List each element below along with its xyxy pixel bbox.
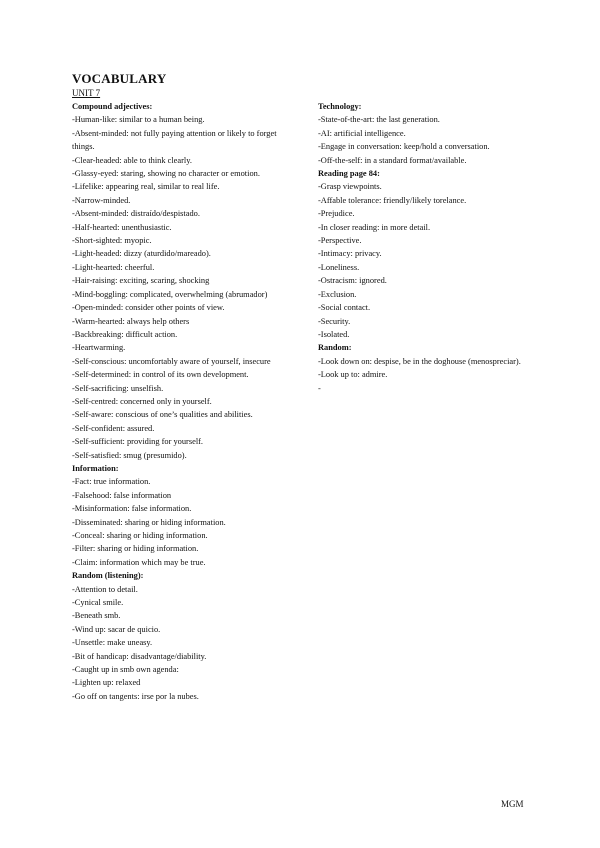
- vocabulary-entry: -Filter: sharing or hiding information.: [72, 544, 199, 554]
- vocabulary-entry: -Go off on tangents: irse por la nubes.: [72, 691, 199, 701]
- vocabulary-entry: -Self-sufficient: providing for yourself.: [72, 437, 204, 447]
- vocabulary-entry: -Disseminated: sharing or hiding information.: [72, 517, 226, 527]
- vocabulary-entry: -Light-headed: dizzy (aturdido/mareado).: [72, 249, 211, 259]
- vocabulary-entry: -Self-satisfied: smug (presumido).: [72, 450, 187, 460]
- vocabulary-entry: -Bit of handicap: disadvantage/diability.: [72, 651, 207, 661]
- vocabulary-entry: -Mind-boggling: complicated, overwhelming (abrumador): [72, 289, 268, 299]
- vocabulary-entry: -Absent-minded: not fully paying attention or likely to forget things.: [72, 128, 277, 152]
- vocabulary-entry: -Self-aware: conscious of one’s qualities and abilities.: [72, 410, 253, 420]
- vocabulary-entry: -Attention to detail.: [72, 584, 138, 594]
- vocabulary-entry: -Glassy-eyed: staring, showing no character or emotion.: [72, 169, 260, 179]
- vocabulary-entry: -Lighten up: relaxed: [72, 678, 141, 688]
- vocabulary-entry: -Look up to: admire.: [318, 370, 388, 380]
- vocabulary-entry: -Wind up: sacar de quicio.: [72, 624, 161, 634]
- vocabulary-entry: -Light-hearted: cheerful.: [72, 262, 155, 272]
- vocabulary-entry: -Off-the-self: in a standard format/available.: [318, 155, 467, 165]
- vocabulary-entry: -Warm-hearted: always help others: [72, 316, 190, 326]
- vocabulary-entry: -Hair-raising: exciting, scaring, shocking: [72, 276, 210, 286]
- vocabulary-entry: -Heartwarming.: [72, 343, 126, 353]
- vocabulary-entry: -Isolated.: [318, 329, 350, 339]
- vocabulary-entry: -Misinformation: false information.: [72, 504, 192, 514]
- vocabulary-entry: -Human-like: similar to a human being.: [72, 115, 205, 125]
- vocabulary-entry: -Self-confident: assured.: [72, 423, 155, 433]
- vocabulary-entry: -Self-determined: in control of its own development.: [72, 370, 249, 380]
- vocabulary-entry: -Self-sacrificing: unselfish.: [72, 383, 164, 393]
- vocabulary-entry: -Cynical smile.: [72, 598, 124, 608]
- vocabulary-entry: -Conceal: sharing or hiding information.: [72, 531, 208, 540]
- vocabulary-entry: -Prejudice.: [318, 209, 355, 219]
- vocabulary-entry: -Half-hearted: unenthusiastic.: [72, 222, 172, 232]
- section-heading: Information:: [72, 463, 119, 473]
- vocabulary-entry: -Caught up in smb own agenda:: [72, 665, 179, 675]
- vocabulary-entry: -Self-centred: concerned only in yourself.: [72, 396, 212, 406]
- vocabulary-entry: -Fact: true information.: [72, 477, 151, 487]
- vocabulary-entry: -Narrow-minded.: [72, 195, 131, 205]
- vocabulary-entry: -Short-sighted: myopic.: [72, 236, 152, 246]
- footer-initials: MGM: [501, 799, 524, 809]
- vocabulary-entry: -Perspective.: [318, 236, 362, 246]
- vocabulary-entry: -Backbreaking: difficult action.: [72, 329, 178, 339]
- vocabulary-entry: -Affable tolerance: friendly/likely torelance.: [318, 195, 467, 205]
- vocabulary-entry: -Social contact.: [318, 303, 371, 313]
- vocabulary-entry: -Look down on: despise, be in the doghouse (menospreciar).: [318, 356, 521, 366]
- vocabulary-entry: -Intimacy: privacy.: [318, 249, 382, 259]
- vocabulary-entry: -Ostracism: ignored.: [318, 276, 387, 286]
- vocabulary-entry: -Falsehood: false information: [72, 490, 172, 500]
- section-heading: Compound adjectives:: [72, 102, 153, 111]
- vocabulary-entry: -Open-minded: consider other points of view.: [72, 303, 225, 313]
- vocabulary-entry: -Self-conscious: uncomfortably aware of yourself, insecure: [72, 356, 271, 366]
- left-column: [72, 100, 290, 703]
- vocabulary-entry: -Absent-minded: distraído/despistado.: [72, 209, 200, 219]
- section-heading: Random (listening):: [72, 571, 144, 581]
- vocabulary-entry: -AI: artificial intelligence.: [318, 128, 406, 138]
- section-heading: Reading page 84:: [318, 169, 380, 179]
- vocabulary-entry: -Loneliness.: [318, 262, 360, 272]
- section-heading: Technology:: [318, 102, 362, 111]
- unit-label: UNIT 7: [72, 88, 101, 98]
- vocabulary-entry: -Beneath smb.: [72, 611, 121, 621]
- vocabulary-entry: -State-of-the-art: the last generation.: [318, 115, 440, 125]
- vocabulary-entry: -Grasp viewpoints.: [318, 182, 382, 192]
- right-column: [318, 100, 528, 395]
- vocabulary-entry: -Lifelike: appearing real, similar to real life.: [72, 182, 220, 192]
- document-title: VOCABULARY: [72, 71, 167, 86]
- vocabulary-entry: -: [318, 383, 321, 393]
- vocabulary-entry: -Claim: information which may be true.: [72, 557, 206, 567]
- vocabulary-entry: -In closer reading: in more detail.: [318, 222, 431, 232]
- vocabulary-entry: -Exclusion.: [318, 289, 357, 299]
- vocabulary-entry: -Clear-headed: able to think clearly.: [72, 155, 192, 165]
- section-heading: Random:: [318, 343, 352, 353]
- vocabulary-entry: -Security.: [318, 316, 351, 326]
- vocabulary-entry: -Engage in conversation: keep/hold a conversation.: [318, 142, 490, 152]
- vocabulary-entry: -Unsettle: make uneasy.: [72, 638, 153, 648]
